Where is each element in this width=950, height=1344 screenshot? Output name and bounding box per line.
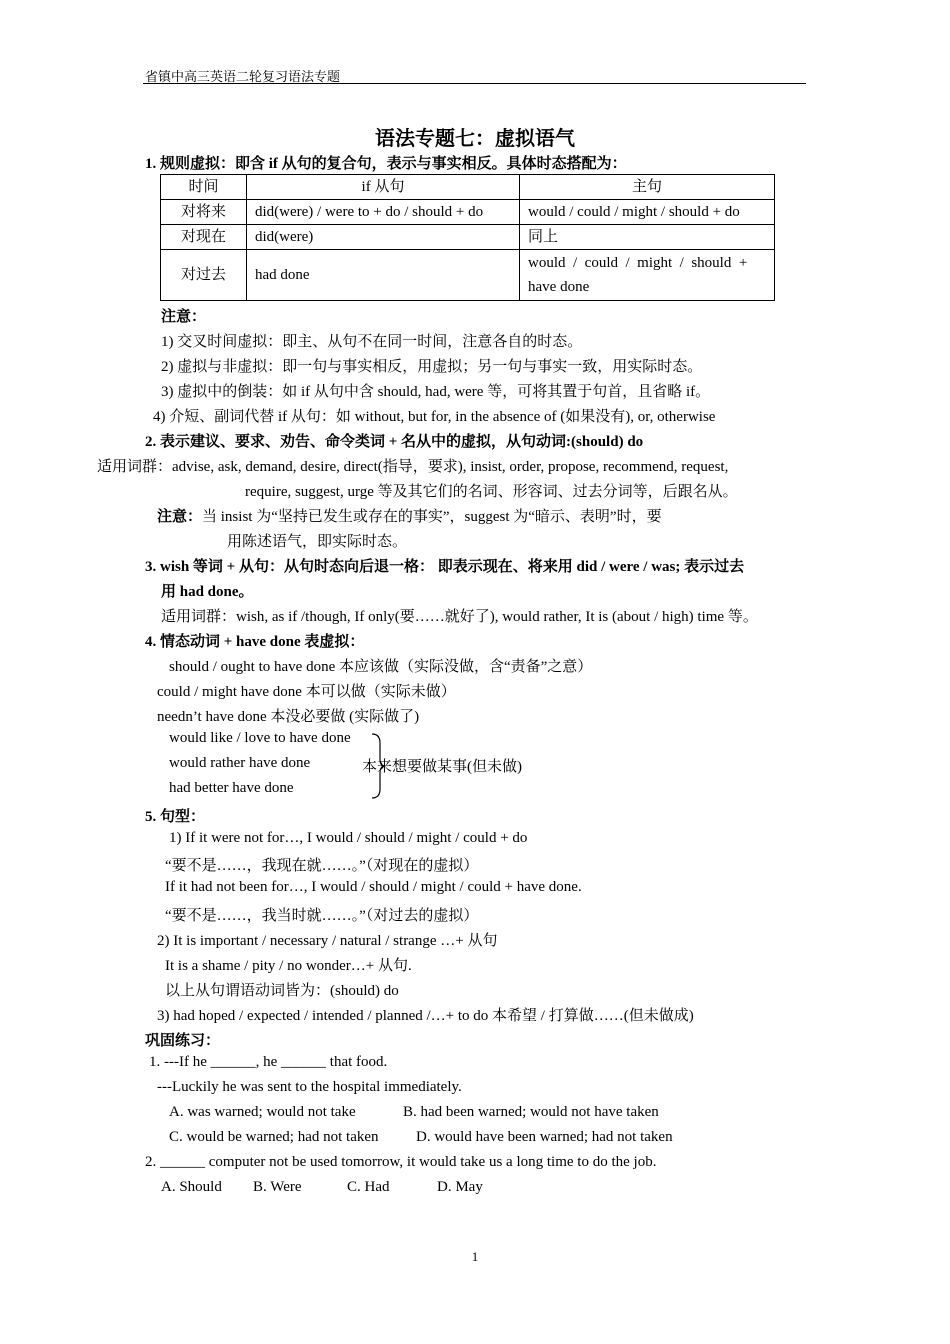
practice-heading: 巩固练习： [145, 1033, 221, 1049]
table-header-cell: 时间 [161, 175, 247, 200]
question-1-option-d: D. would have been warned; had not taken [416, 1129, 673, 1145]
table-cell-line: have done [528, 279, 590, 295]
question-2-option-b: B. Were [253, 1179, 302, 1195]
table-cell: 对将来 [161, 200, 247, 225]
section2-words: 适用词群：advise, ask, demand, desire, direct(指导，要求), insist, order, propose, recommend, request, [97, 459, 729, 475]
question-1-stem-cont: ---Luckily he was sent to the hospital immediately. [157, 1079, 462, 1095]
section1-heading: 1. 规则虚拟：即含 if 从句的复合句，表示与事实相反。具体时态搭配为： [145, 156, 627, 172]
note-item: 2) 虚拟与非虚拟：即一句与事实相反，用虚拟；另一句与事实一致，用实际时态。 [161, 359, 703, 375]
question-2-option-d: D. May [437, 1179, 483, 1195]
section4-line: needn’t have done 本没必要做 (实际做了) [157, 709, 420, 725]
notes-label: 注意： [161, 309, 207, 325]
question-1-option-a: A. was warned; would not take [169, 1104, 356, 1120]
section4-line: should / ought to have done 本应该做（实际没做，含“责备”之意） [169, 659, 593, 675]
note-item: 1) 交叉时间虚拟：即主、从句不在同一时间，注意各自的时态。 [161, 334, 583, 350]
section4-group-item: would like / love to have done [169, 730, 351, 746]
table-cell: did(were) [247, 225, 520, 250]
section4-group-item: had better have done [169, 780, 294, 796]
note-item: 3) 虚拟中的倒装：如 if 从句中含 should, had, were 等，可将其置于句首，且省略 if。 [161, 384, 711, 400]
table-row [161, 200, 775, 225]
question-1-option-c: C. would be warned; had not taken [169, 1129, 379, 1145]
page-number: 1 [471, 1249, 479, 1264]
section5-line: “要不是……，我当时就……。”（对过去的虚拟） [165, 908, 479, 924]
page-header: 省镇中高三英语二轮复习语法专题 [145, 69, 341, 84]
table-header-row [161, 175, 775, 200]
tense-table [160, 174, 775, 301]
table-row [161, 225, 775, 250]
section3-heading: 3. wish 等词 + 从句：从句时态向后退一格： 即表示现在、将来用 did / were / was; 表示过去 [145, 559, 745, 575]
section5-heading: 5. 句型： [145, 809, 206, 825]
section2-note-text: 当 insist 为“坚持已发生或存在的事实”，suggest 为“暗示、表明”时，要 [202, 509, 662, 525]
table-row [161, 250, 775, 301]
page-title: 语法专题七：虚拟语气 [375, 128, 575, 150]
section5-line: It is a shame / pity / no wonder…+ 从句. [165, 958, 412, 974]
section5-line: 3) had hoped / expected / intended / planned /…+ to do 本希望 / 打算做……(但未做成) [157, 1008, 694, 1024]
note-item: 4) 介短、副词代替 if 从句：如 without, but for, in the absence of (如果没有), or, otherwise [153, 409, 716, 425]
section5-line: “要不是……，我现在就……。”（对现在的虚拟） [165, 858, 479, 874]
section4-line: could / might have done 本可以做（实际未做） [157, 684, 456, 700]
section5-line: 1) If it were not for…, I would / should / might / could + do [169, 830, 528, 846]
question-2-option-c: C. Had [347, 1179, 390, 1195]
table-cell [520, 250, 775, 301]
question-1-option-b: B. had been warned; would not have taken [403, 1104, 659, 1120]
table-cell: had done [247, 250, 520, 301]
section5-line: If it had not been for…, I would / should / might / could + have done. [165, 879, 582, 895]
table-cell: 对过去 [161, 250, 247, 301]
section2-words-cont: require, suggest, urge 等及其它们的名词、形容词、过去分词等，后跟名从。 [245, 484, 738, 500]
section3-words: 适用词群：wish, as if /though, If only(要……就好了), would rather, It is (about / high) time 等。 [161, 609, 758, 625]
question-2-stem: 2. ______ computer not be used tomorrow, it would take us a long time to do the job. [145, 1154, 657, 1170]
section5-line: 2) It is important / necessary / natural / strange …+ 从句 [157, 933, 498, 949]
section3-heading-cont: 用 had done。 [161, 584, 254, 600]
section4-group-meaning: 本来想要做某事(但未做) [362, 759, 522, 775]
section2-note-cont: 用陈述语气，即实际时态。 [227, 534, 408, 550]
section4-heading: 4. 情态动词 + have done 表虚拟： [145, 634, 365, 650]
table-cell: 对现在 [161, 225, 247, 250]
header-rule [143, 83, 806, 84]
section2-note [157, 505, 662, 526]
section2-heading: 2. 表示建议、要求、劝告、命令类词 + 名从中的虚拟，从句动词:(should) do [145, 434, 644, 450]
section2-note-label: 注意： [157, 509, 203, 525]
table-cell-line: would / could / might / should + [528, 255, 748, 271]
question-2-option-a: A. Should [161, 1179, 222, 1195]
table-header-cell: if 从句 [247, 175, 520, 200]
section5-line: 以上从句谓语动词皆为：(should) do [165, 983, 399, 999]
question-1-stem: 1. ---If he ______, he ______ that food. [149, 1054, 388, 1070]
table-cell: would / could / might / should + do [520, 200, 775, 225]
table-cell: did(were) / were to + do / should + do [247, 200, 520, 225]
section4-group-item: would rather have done [169, 755, 311, 771]
table-header-cell: 主句 [520, 175, 775, 200]
table-cell: 同上 [520, 225, 775, 250]
